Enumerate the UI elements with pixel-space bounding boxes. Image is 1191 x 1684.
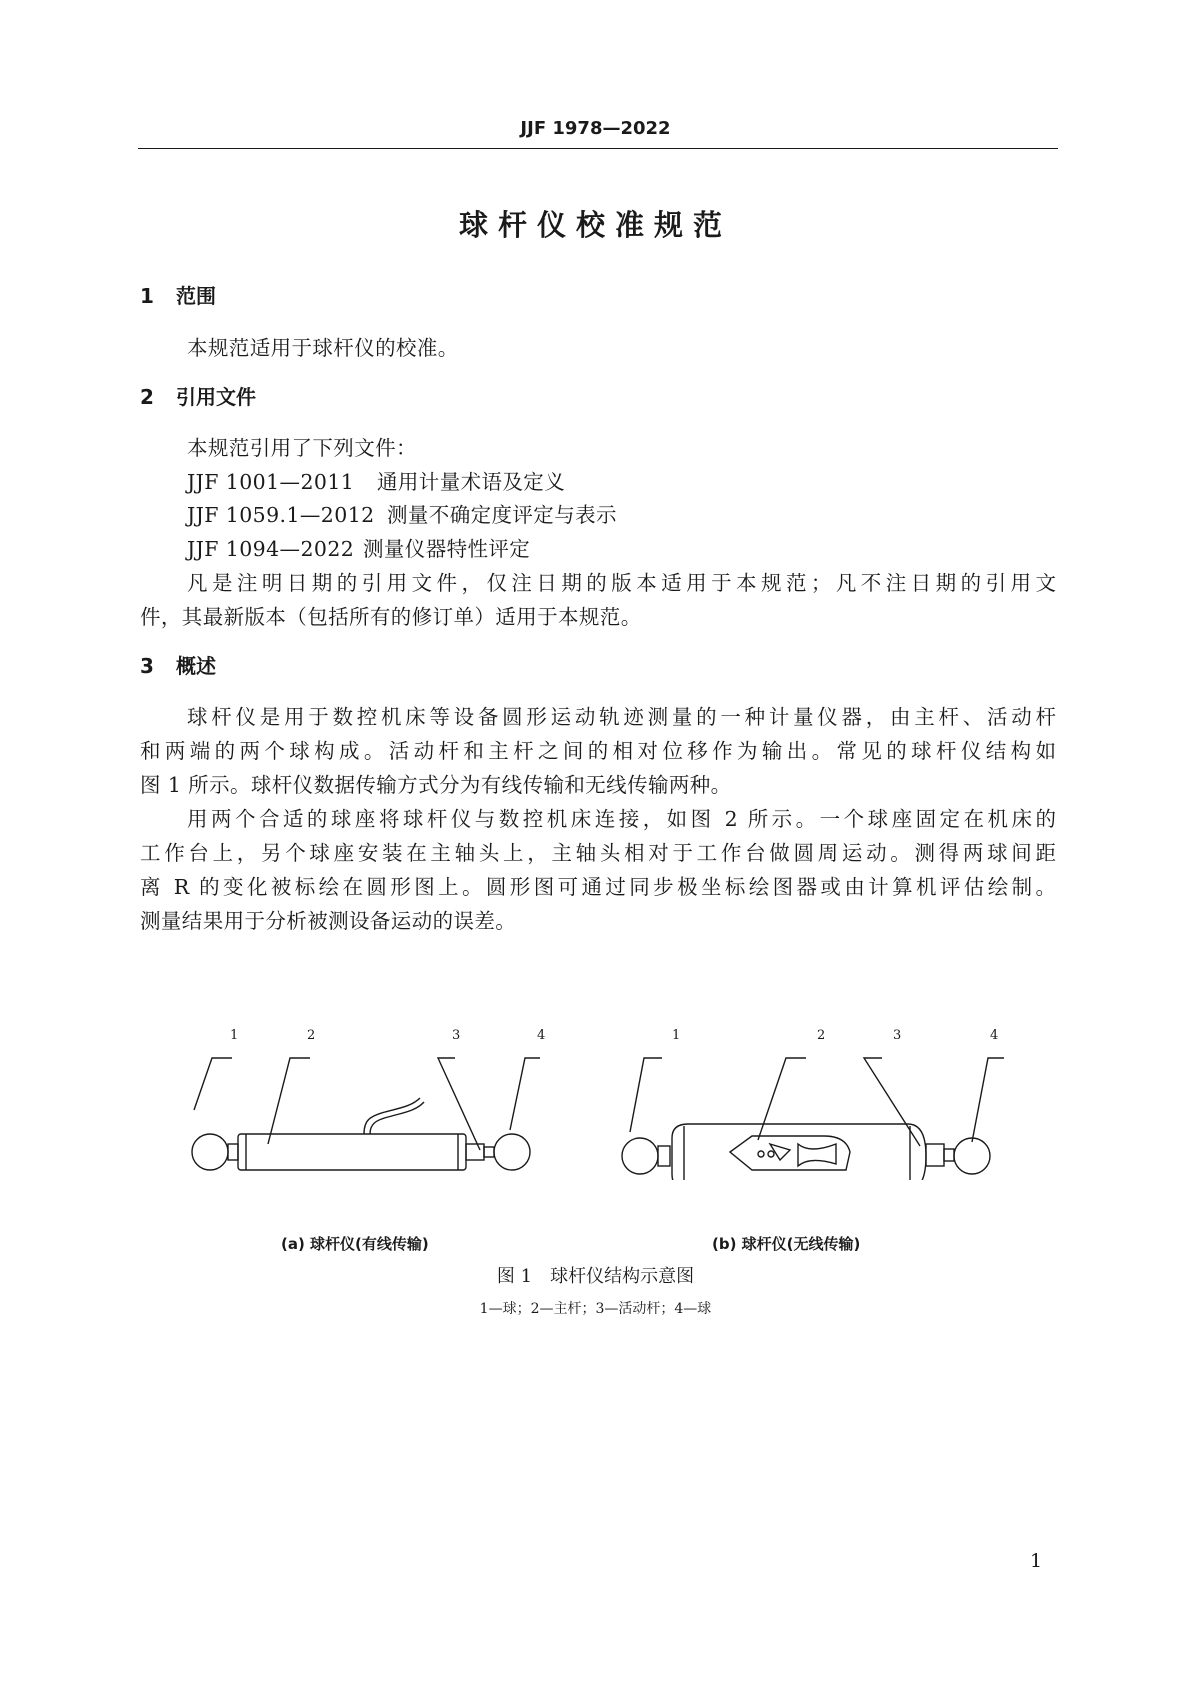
ballbar-wired-illustration <box>180 1040 560 1180</box>
figure-a-label-3: 3 <box>452 1028 461 1043</box>
section-2-note-line-1: 凡是注明日期的引用文件，仅注日期的版本适用于本规范；凡不注日期的引用文 <box>187 571 1056 595</box>
figure-b-label-2: 2 <box>817 1028 826 1043</box>
figure-b-label-4: 4 <box>990 1028 999 1043</box>
section-3-para-1-line-1: 球杆仪是用于数控机床等设备圆形运动轨迹测量的一种计量仪器，由主杆、活动杆 <box>187 705 1056 729</box>
reference-item <box>187 498 1103 528</box>
ballbar-wireless-illustration <box>610 1040 1010 1180</box>
page-number: 1 <box>1030 1550 1043 1572</box>
section-1-heading <box>140 280 216 309</box>
reference-item <box>187 532 1103 562</box>
section-3-para-2-line-3: 离 R 的变化被标绘在圆形图上。圆形图可通过同步极坐标绘图器或由计算机评估绘制。 <box>140 875 1056 899</box>
section-2-title: 引用文件 <box>176 385 256 409</box>
section-3-title: 概述 <box>176 654 216 678</box>
figure-a-label-2: 2 <box>307 1028 316 1043</box>
section-2-number: 2 <box>140 385 154 409</box>
section-1-number: 1 <box>140 284 154 308</box>
figure-b-label-3: 3 <box>893 1028 902 1043</box>
reference-name: 测量仪器特性评定 <box>363 537 531 561</box>
section-2-note-line-2: 件，其最新版本（包括所有的修订单）适用于本规范。 <box>140 605 642 629</box>
reference-item <box>187 465 1103 495</box>
reference-code: JJF 1059.1—2012 <box>187 503 375 527</box>
section-3-para-2-line-1: 用两个合适的球座将球杆仪与数控机床连接，如图 2 所示。一个球座固定在机床的 <box>187 807 1056 831</box>
figure-b-label-1: 1 <box>672 1028 681 1043</box>
figure-title: 图 1 球杆仪结构示意图 <box>496 1266 695 1287</box>
figure-a-label-1: 1 <box>230 1028 239 1043</box>
figure-a-caption: (a) 球杆仪(有线传输) <box>281 1235 429 1253</box>
section-2-heading <box>140 381 256 410</box>
header-rule <box>138 148 1058 149</box>
reference-code: JJF 1001—2011 <box>187 470 355 494</box>
figure-legend: 1—球；2—主杆；3—活动杆；4—球 <box>479 1301 712 1317</box>
section-1-paragraph: 本规范适用于球杆仪的校准。 <box>187 336 459 360</box>
reference-name: 测量不确定度评定与表示 <box>387 503 617 527</box>
figure-b-caption: (b) 球杆仪(无线传输) <box>712 1235 861 1253</box>
section-3-para-2-line-2: 工作台上，另个球座安装在主轴头上，主轴头相对于工作台做圆周运动。测得两球间距 <box>140 841 1056 865</box>
section-3-heading <box>140 650 216 679</box>
reference-name: 通用计量术语及定义 <box>377 470 566 494</box>
reference-code: JJF 1094—2022 <box>187 537 355 561</box>
section-3-para-1-line-2: 和两端的两个球构成。活动杆和主杆之间的相对位移作为输出。常见的球杆仪结构如 <box>140 739 1056 763</box>
figure-a-label-4: 4 <box>537 1028 546 1043</box>
section-3-para-1-line-3: 图 1 所示。球杆仪数据传输方式分为有线传输和无线传输两种。 <box>140 773 732 797</box>
header-code: JJF 1978—2022 <box>520 118 671 139</box>
section-2-intro: 本规范引用了下列文件： <box>187 436 417 460</box>
section-1-title: 范围 <box>176 284 216 308</box>
document-title: 球杆仪校准规范 <box>458 208 732 242</box>
section-3-para-2-line-4: 测量结果用于分析被测设备运动的误差。 <box>140 909 517 933</box>
section-3-number: 3 <box>140 654 154 678</box>
